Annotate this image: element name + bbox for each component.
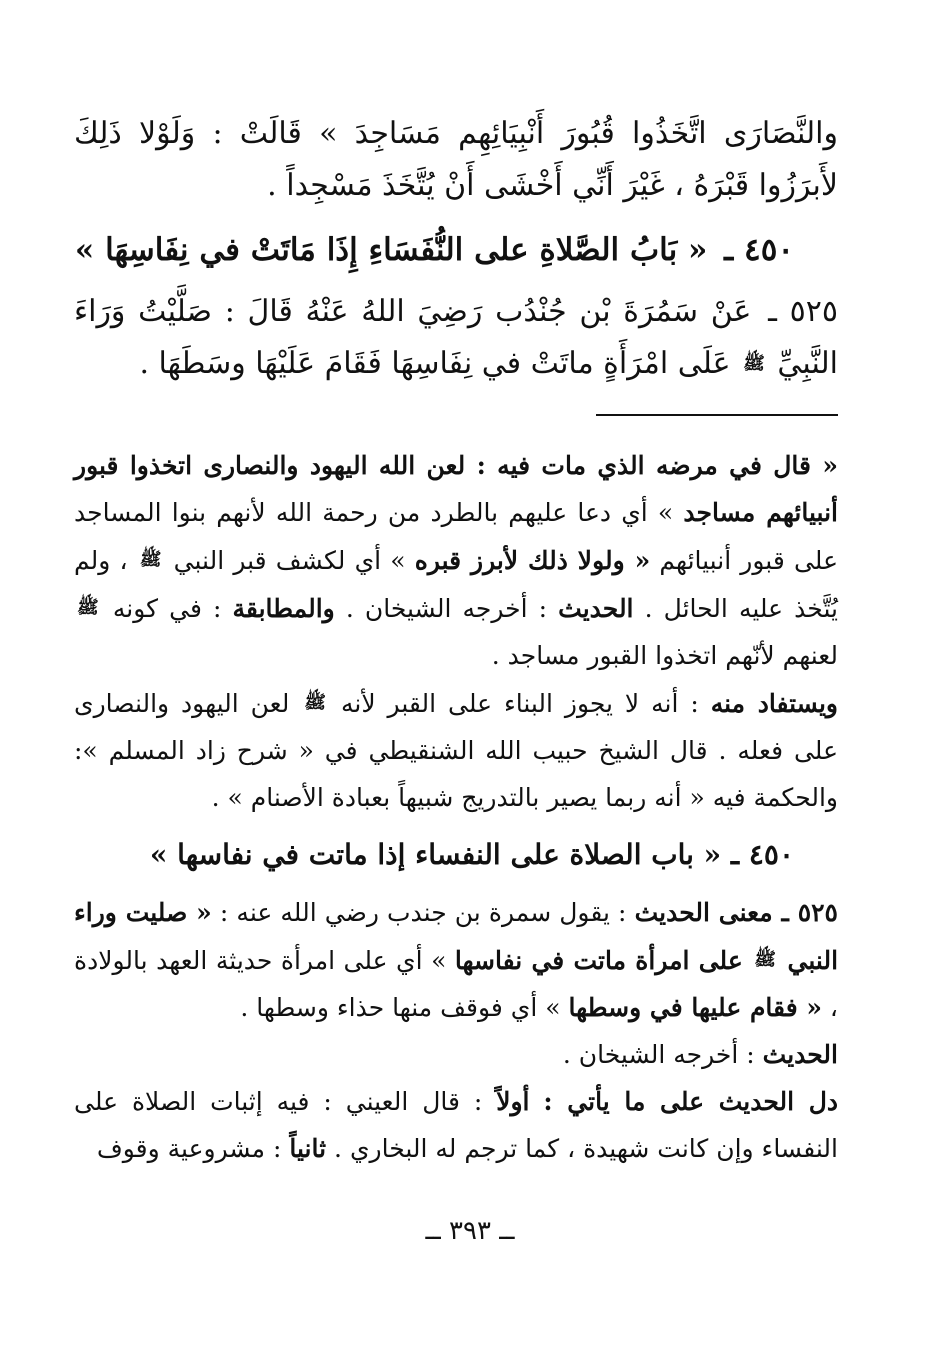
- chapter-title: « بَابُ الصَّلاةِ على النُّفَسَاءِ إِذَا مَاتَتْ في نِفَاسِهَا »: [74, 232, 708, 268]
- hadith-525-part-1: عَنْ سَمُرَةَ بْن جُنْدُب رَضِيَ اللهُ عَنْهُ قَالَ : صَلَّيْتُ وَرَاءَ النَّبِيِّ: [74, 294, 838, 381]
- commentary-text: : يقول سمرة بن جندب رضي الله عنه :: [219, 898, 627, 927]
- salawat-symbol-icon: ﷺ: [743, 353, 765, 374]
- quote-bold: « فقام عليها في وسطها: [568, 993, 822, 1022]
- quote-bold: « صليت وراء النبي: [74, 898, 839, 975]
- quote-bold: « ولولا ذلك لأبرز قبره: [414, 546, 651, 575]
- commentary-text: : أخرجه الشيخان .: [562, 1040, 755, 1069]
- commentary-paragraph-3: [74, 889, 838, 1078]
- term-bold: ويستفاد منه: [710, 689, 838, 718]
- commentary-text: : أنه لا يجوز البناء على القبر لأنه: [340, 689, 699, 718]
- quote-bold: « قال في مرضه الذي مات فيه : لعن الله اليهود والنصارى اتخذوا قبور أنبيائهم مساجد: [74, 451, 838, 527]
- salawat-symbol-icon: ﷺ: [77, 597, 99, 618]
- commentary-text: : قال العيني : فيه إثبات الصلاة على النفساء وإن كانت شهيدة ، كما ترجم له البخاري .: [74, 1087, 838, 1163]
- page-number: ــ ٣٩٣ ــ: [425, 1216, 515, 1246]
- commentary-paragraph-2: [74, 679, 838, 821]
- hadith-number: ٥٢٥ ـ: [768, 294, 838, 329]
- chapter-number: ٤٥٠ ـ: [724, 232, 794, 268]
- term-bold: أولاً: [496, 1087, 530, 1116]
- commentary-text: » أي دعا عليهم بالطرد من رحمة الله لأنهم بنوا المساجد على قبور أنبيائهم: [74, 498, 838, 575]
- term-bold: والمطابقة: [232, 594, 335, 623]
- hadith-525-part-2: عَلَى امْرَأَةٍ ماتَتْ في نِفَاسِهَا فَقَامَ عَلَيْهَا وسَطَهَا .: [139, 346, 731, 381]
- chapter-heading: [74, 222, 838, 278]
- term-bold: دل الحديث على ما يأتي :: [543, 1087, 838, 1116]
- term-bold: الحديث: [762, 1040, 838, 1069]
- hadith-continuation: [74, 108, 838, 212]
- term-bold: ٥٢٥ ـ معنى الحديث: [634, 898, 838, 927]
- term-bold: الحديث: [558, 594, 634, 623]
- commentary-paragraph-4: [74, 1078, 838, 1172]
- commentary-text: : في كونه: [112, 594, 222, 623]
- commentary-text: : مشروعية وقوف: [96, 1134, 282, 1163]
- commentary-text: لعنهم لأنّهم اتخذوا القبور مساجد .: [491, 641, 838, 670]
- hadith-line-2: قَبْرَهُ ، غَيْرَ أَنِّي أَخْشَى أَنْ يُتَّخَذَ مَسْجِداً .: [267, 168, 750, 203]
- commentary-text: » أي على امرأة حديثة العهد بالولادة ،: [74, 946, 838, 1022]
- term-bold: ثانياً: [289, 1134, 327, 1163]
- commentary-text: : أخرجه الشيخان .: [345, 594, 548, 623]
- salawat-symbol-icon: ﷺ: [304, 692, 327, 713]
- commentary-chapter-heading: ٤٥٠ ـ « باب الصلاة على النفساء إذا ماتت في نفاسها »: [149, 838, 794, 871]
- commentary-paragraph-1: [74, 442, 838, 679]
- hadith-line-1: والنَّصَارَى اتَّخَذُوا قُبُورَ أَنْبِيَائِهِم مَسَاجِدَ » قَالَتْ : وَلَوْلا ذَلِكَ لأَبرَزُوا: [74, 116, 838, 203]
- hadith-525: [74, 286, 838, 390]
- commentary-text: ، ولم يُتَّخذ عليه الحائل .: [74, 546, 838, 623]
- commentary-text: » أي لكشف قبر النبي: [173, 546, 406, 575]
- salawat-symbol-icon: ﷺ: [139, 549, 162, 570]
- commentary-text: لعن اليهود والنصارى على فعله . قال الشيخ حبيب الله الشنقيطي في « شرح زاد المسلم »: والحكمة فيه « أنه ربما يصير بالتدريج شبيهاً بعبادة الأصنام » .: [74, 689, 838, 812]
- salawat-symbol-icon: ﷺ: [754, 949, 777, 970]
- page-body: [74, 108, 838, 1172]
- commentary-text: » أي فوقف منها حذاء وسطها .: [240, 993, 561, 1022]
- footnote-divider: [596, 414, 838, 416]
- quote-bold: على امرأة ماتت في نفاسها: [454, 946, 743, 975]
